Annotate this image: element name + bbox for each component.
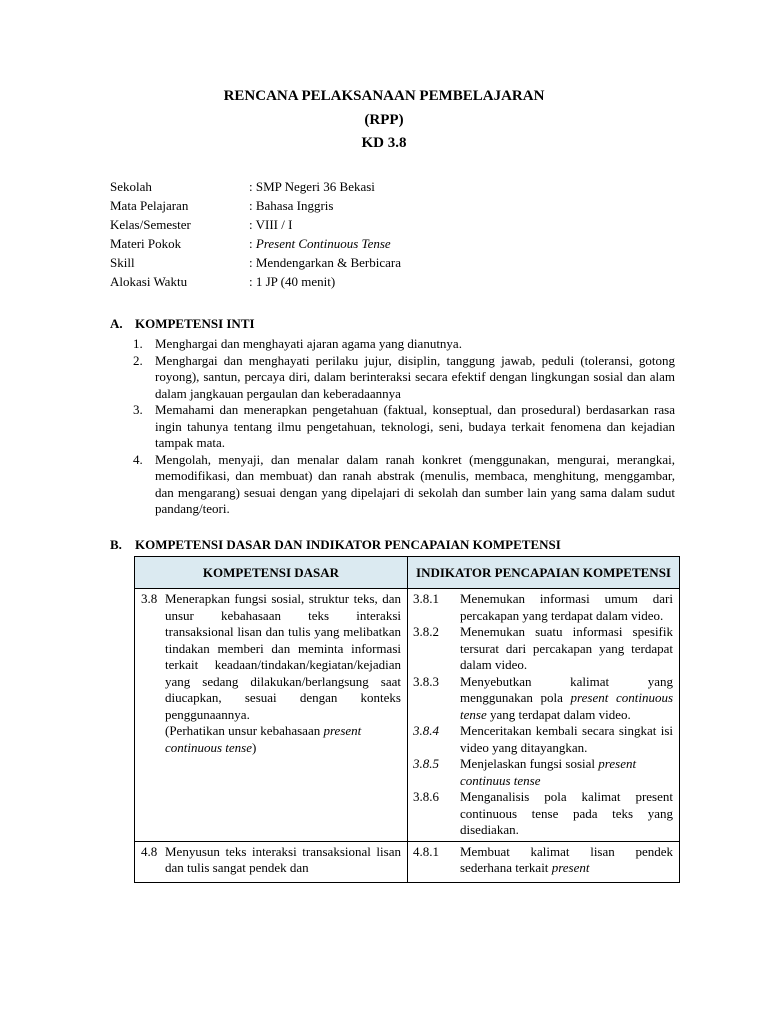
indicator-number: 3.8.5 [413,756,439,771]
identity-value: : Bahasa Inggris [249,198,334,213]
identity-row [110,272,401,291]
list-item [133,353,675,403]
indicator-item [408,789,679,839]
table-header-row [135,557,680,589]
kd-note-suffix: ) [252,739,257,755]
identity-label: Kelas/Semester [110,217,191,232]
kompetensi-inti-list [133,336,675,518]
indicator-cell [408,841,680,882]
kd-cell [135,841,408,882]
column-header-indikator: INDIKATOR PENCAPAIAN KOMPETENSI [408,557,680,589]
identity-value: : SMP Negeri 36 Bekasi [249,179,375,194]
indicator-number: 3.8.3 [413,673,439,689]
list-number: 4. [133,451,143,467]
doc-title-line2: (RPP) [364,112,404,128]
identity-label: Sekolah [110,179,152,194]
doc-title-line1: RENCANA PELAKSANAAN PEMBELAJARAN [223,88,545,104]
list-number: 2. [133,352,143,368]
kd-text: Menerapkan fungsi sosial, struktur teks, dan unsur kebahasaan teks interaksi transaksional lisan dan tulis yang melibatkan tindakan memberi dan meminta informasi terkait keadaan/tindakan/kegiatan/kejadian yang sedang dilakukan/berlangsung saat diucapkan, sesuai dengan konteks penggunaannya. [165,591,401,722]
indicator-item [408,591,679,624]
list-text: Menghargai dan menghayati ajaran agama yang dianutnya. [155,336,462,351]
list-number: 3. [133,402,143,417]
identity-row [110,196,401,215]
identity-value: : VIII / I [249,217,293,232]
table-row [135,841,680,882]
identity-label: Mata Pelajaran [110,198,189,213]
indicator-text-suffix: yang terdapat dalam video. [486,706,631,722]
section-title: KOMPETENSI INTI [135,316,255,331]
identity-row [110,253,401,272]
list-item [133,452,675,518]
identity-value [249,234,391,253]
indicator-text-prefix: Menjelaskan fungsi sosial [460,756,599,771]
kd-note [165,723,401,756]
indicator-text [460,756,673,789]
identity-row [110,234,401,253]
list-item [133,336,675,353]
indicator-text [460,674,673,724]
identity-label: Materi Pokok [110,236,182,251]
section-letter: B. [110,537,122,552]
indicator-text: Menganalisis pola kalimat present continuous tense pada teks yang disediakan. [460,789,673,837]
indicator-number: 3.8.6 [413,789,439,804]
indicator-item [408,674,679,724]
list-number: 1. [133,336,143,351]
indicator-text [460,844,673,880]
indicator-number: 4.8.1 [413,843,439,859]
section-a-heading [110,316,255,333]
identity-value: : Mendengarkan & Berbicara [249,255,401,270]
indicator-text-italic: present continuous tense [460,690,674,722]
kd-cell [135,589,408,842]
column-header-kd: KOMPETENSI DASAR [135,557,408,589]
kd-note-italic: present continuous tense [165,723,362,755]
identity-value-italic: Present Continuous Tense [255,236,391,251]
kd-text: Menyusun teks interaksi transaksional lisan dan tulis sangat pendek dan [165,843,401,875]
identity-label: Skill [110,255,135,270]
indicator-number: 3.8.1 [413,591,439,606]
kd-note-prefix: (Perhatikan unsur kebahasaan [165,723,324,738]
kd-number: 4.8 [141,843,158,859]
section-letter: A. [110,316,123,331]
doc-title-line3: KD 3.8 [361,135,407,151]
kompetensi-table [134,556,680,883]
list-text: Memahami dan menerapkan pengetahuan (faktual, konseptual, dan prosedural) berdasarkan rasa ingin tahunya tentang ilmu pengetahuan, teknologi, seni, budaya terkait fenomena dan kejadian tampak mata. [155,402,675,450]
indicator-number: 3.8.2 [413,624,439,639]
indicator-item [408,624,679,674]
indicator-text-prefix: Membuat kalimat lisan pendek sederhana terkait [460,843,673,875]
indicator-cell [408,589,680,842]
section-b-heading [110,537,561,554]
indicator-item [408,756,679,789]
indicator-item [408,842,679,880]
indicator-text: Menemukan suatu informasi spesifik tersurat dari percakapan yang terdapat dalam video. [460,624,673,672]
section-title: KOMPETENSI DASAR DAN INDIKATOR PENCAPAIAN KOMPETENSI [135,537,561,552]
indicator-text-italic: present continuus tense [460,756,637,788]
indicator-text: Menceritakan kembali secara singkat isi video yang ditayangkan. [460,723,673,755]
indicator-item [408,723,679,756]
identity-row [110,215,401,234]
indicator-number: 3.8.4 [413,723,439,738]
kd-number: 3.8 [141,591,158,606]
identity-value-prefix: : [249,236,256,251]
identity-value: : 1 JP (40 menit) [249,274,336,289]
identity-table [110,177,401,291]
list-text: Mengolah, menyaji, dan menalar dalam ranah konkret (menggunakan, mengurai, merangkai, memodifikasi, dan membuat) dan ranah abstrak (menulis, membaca, menghitung, menggambar, dan mengarang) sesuai dengan yang dipelajari di sekolah dan sumber lain yang sama dalam sudut pandang/teori. [155,451,675,516]
list-item [133,402,675,452]
indicator-text-prefix: Menyebutkan kalimat yang menggunakan pola [460,673,673,705]
identity-row [110,177,401,196]
indicator-text-italic: present [551,860,590,875]
indicator-text: Menemukan informasi umum dari percakapan yang terdapat dalam video. [460,591,673,623]
list-text: Menghargai dan menghayati perilaku jujur, disiplin, tanggung jawab, peduli (toleransi, gotong royong), santun, percaya diri, dalam berinteraksi secara efektif dengan lingkungan sosial dan alam dalam jangkauan pergaulan dan keberadaannya [155,352,675,401]
table-row [135,589,680,842]
identity-label: Alokasi Waktu [110,274,188,289]
